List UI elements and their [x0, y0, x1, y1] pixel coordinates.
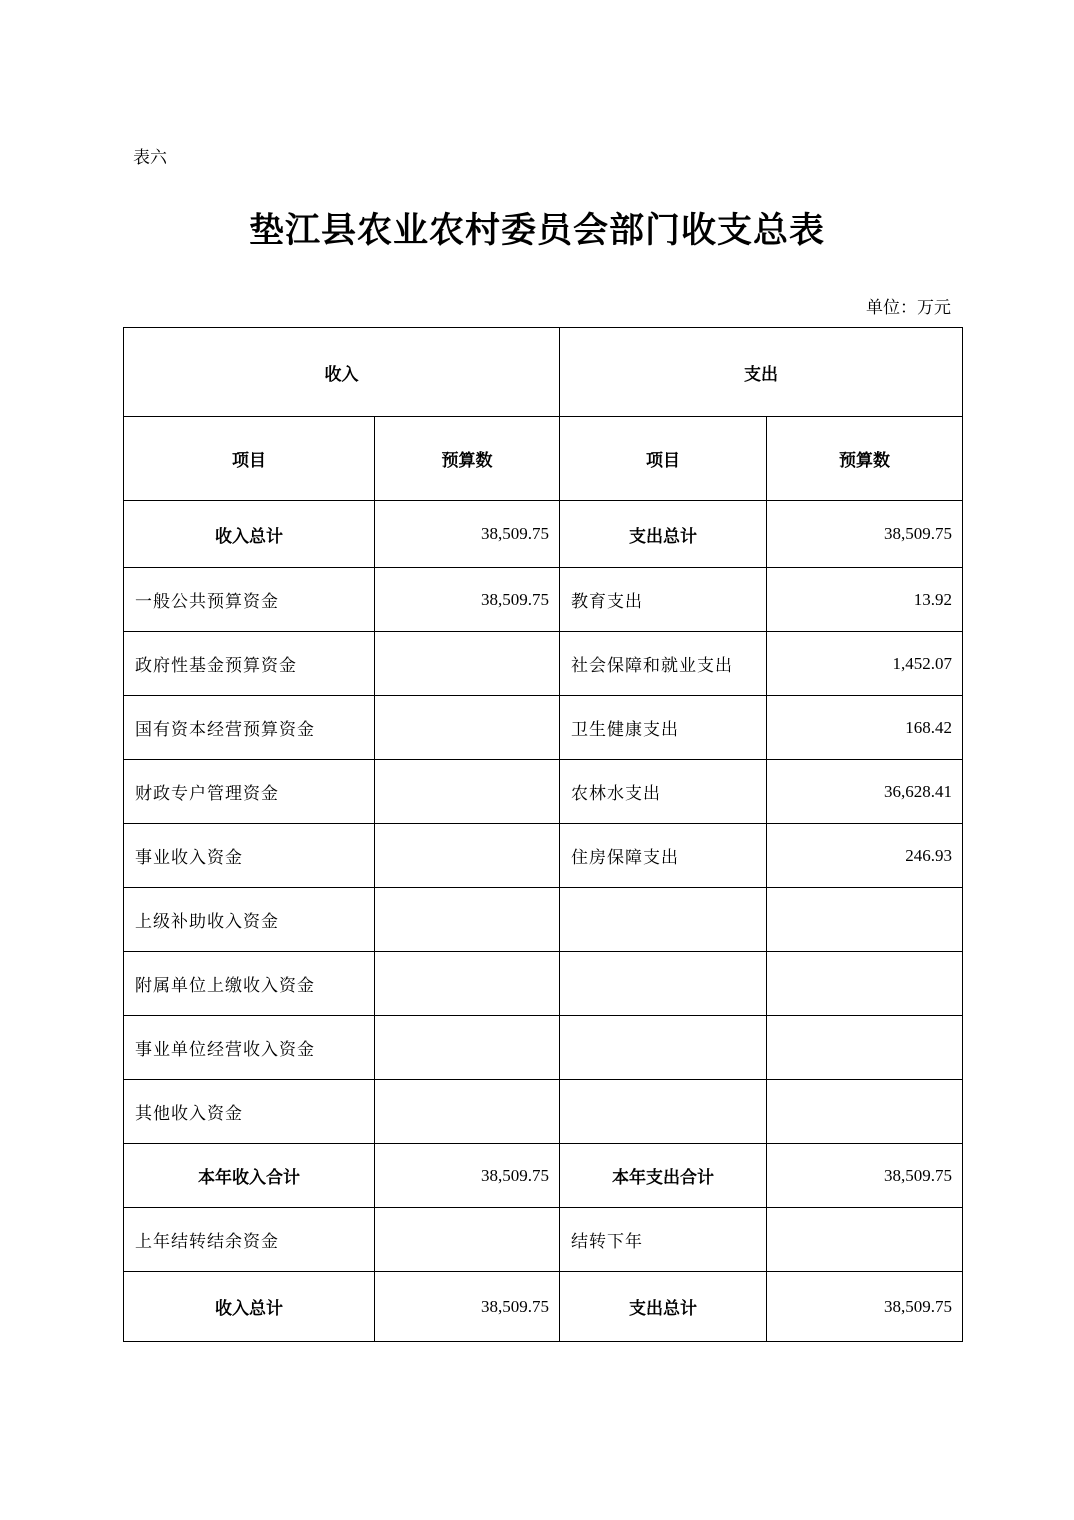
income-value [375, 1080, 560, 1144]
income-value: 38,509.75 [375, 1272, 560, 1342]
income-label: 事业单位经营收入资金 [124, 1016, 375, 1080]
income-value [375, 696, 560, 760]
income-budget-header: 预算数 [375, 417, 560, 501]
table-row [124, 1144, 963, 1208]
income-value [375, 760, 560, 824]
income-label: 附属单位上缴收入资金 [124, 952, 375, 1016]
income-value [375, 824, 560, 888]
income-value: 38,509.75 [375, 1144, 560, 1208]
expense-label [560, 952, 767, 1016]
expense-value: 1,452.07 [767, 632, 963, 696]
income-value: 38,509.75 [375, 501, 560, 568]
table-row [124, 1016, 963, 1080]
income-label: 上年结转结余资金 [124, 1208, 375, 1272]
expense-budget-header: 预算数 [767, 417, 963, 501]
expense-value: 36,628.41 [767, 760, 963, 824]
expense-value: 38,509.75 [767, 501, 963, 568]
expense-item-header: 项目 [560, 417, 767, 501]
column-header-row [124, 417, 963, 501]
income-label: 收入总计 [124, 501, 375, 568]
expense-value [767, 952, 963, 1016]
expense-label: 农林水支出 [560, 760, 767, 824]
income-label: 其他收入资金 [124, 1080, 375, 1144]
income-value [375, 632, 560, 696]
expense-value [767, 1080, 963, 1144]
table-row [124, 760, 963, 824]
income-value [375, 888, 560, 952]
expense-label: 结转下年 [560, 1208, 767, 1272]
income-label: 政府性基金预算资金 [124, 632, 375, 696]
expense-label: 住房保障支出 [560, 824, 767, 888]
expense-value: 246.93 [767, 824, 963, 888]
expense-label [560, 1016, 767, 1080]
expense-value [767, 1016, 963, 1080]
income-value: 38,509.75 [375, 568, 560, 632]
expense-label [560, 1080, 767, 1144]
table-number: 表六 [133, 148, 167, 168]
unit-label: 单位：万元 [866, 298, 951, 318]
expense-value: 38,509.75 [767, 1144, 963, 1208]
income-label: 上级补助收入资金 [124, 888, 375, 952]
income-value [375, 1016, 560, 1080]
income-label: 财政专户管理资金 [124, 760, 375, 824]
table-row [124, 501, 963, 568]
expense-label [560, 888, 767, 952]
expense-label: 社会保障和就业支出 [560, 632, 767, 696]
table-row [124, 952, 963, 1016]
expense-value: 38,509.75 [767, 1272, 963, 1342]
expense-label: 教育支出 [560, 568, 767, 632]
page-title: 垫江县农业农村委员会部门收支总表 [248, 211, 825, 251]
table-row [124, 1272, 963, 1342]
table-row [124, 696, 963, 760]
income-label: 事业收入资金 [124, 824, 375, 888]
income-label: 收入总计 [124, 1272, 375, 1342]
expense-label: 卫生健康支出 [560, 696, 767, 760]
income-label: 本年收入合计 [124, 1144, 375, 1208]
expense-label: 支出总计 [560, 501, 767, 568]
expense-label: 本年支出合计 [560, 1144, 767, 1208]
table-row [124, 1080, 963, 1144]
income-item-header: 项目 [124, 417, 375, 501]
income-value [375, 1208, 560, 1272]
expense-value: 13.92 [767, 568, 963, 632]
expense-value [767, 1208, 963, 1272]
table-row [124, 632, 963, 696]
expense-header: 支出 [560, 328, 963, 417]
income-label: 一般公共预算资金 [124, 568, 375, 632]
table-row [124, 568, 963, 632]
expense-label: 支出总计 [560, 1272, 767, 1342]
expense-value [767, 888, 963, 952]
table-header-row [124, 328, 963, 417]
income-value [375, 952, 560, 1016]
expense-value: 168.42 [767, 696, 963, 760]
income-label: 国有资本经营预算资金 [124, 696, 375, 760]
table-row [124, 824, 963, 888]
table-row [124, 888, 963, 952]
budget-summary-table [123, 327, 963, 1342]
table-row [124, 1208, 963, 1272]
income-header: 收入 [124, 328, 560, 417]
